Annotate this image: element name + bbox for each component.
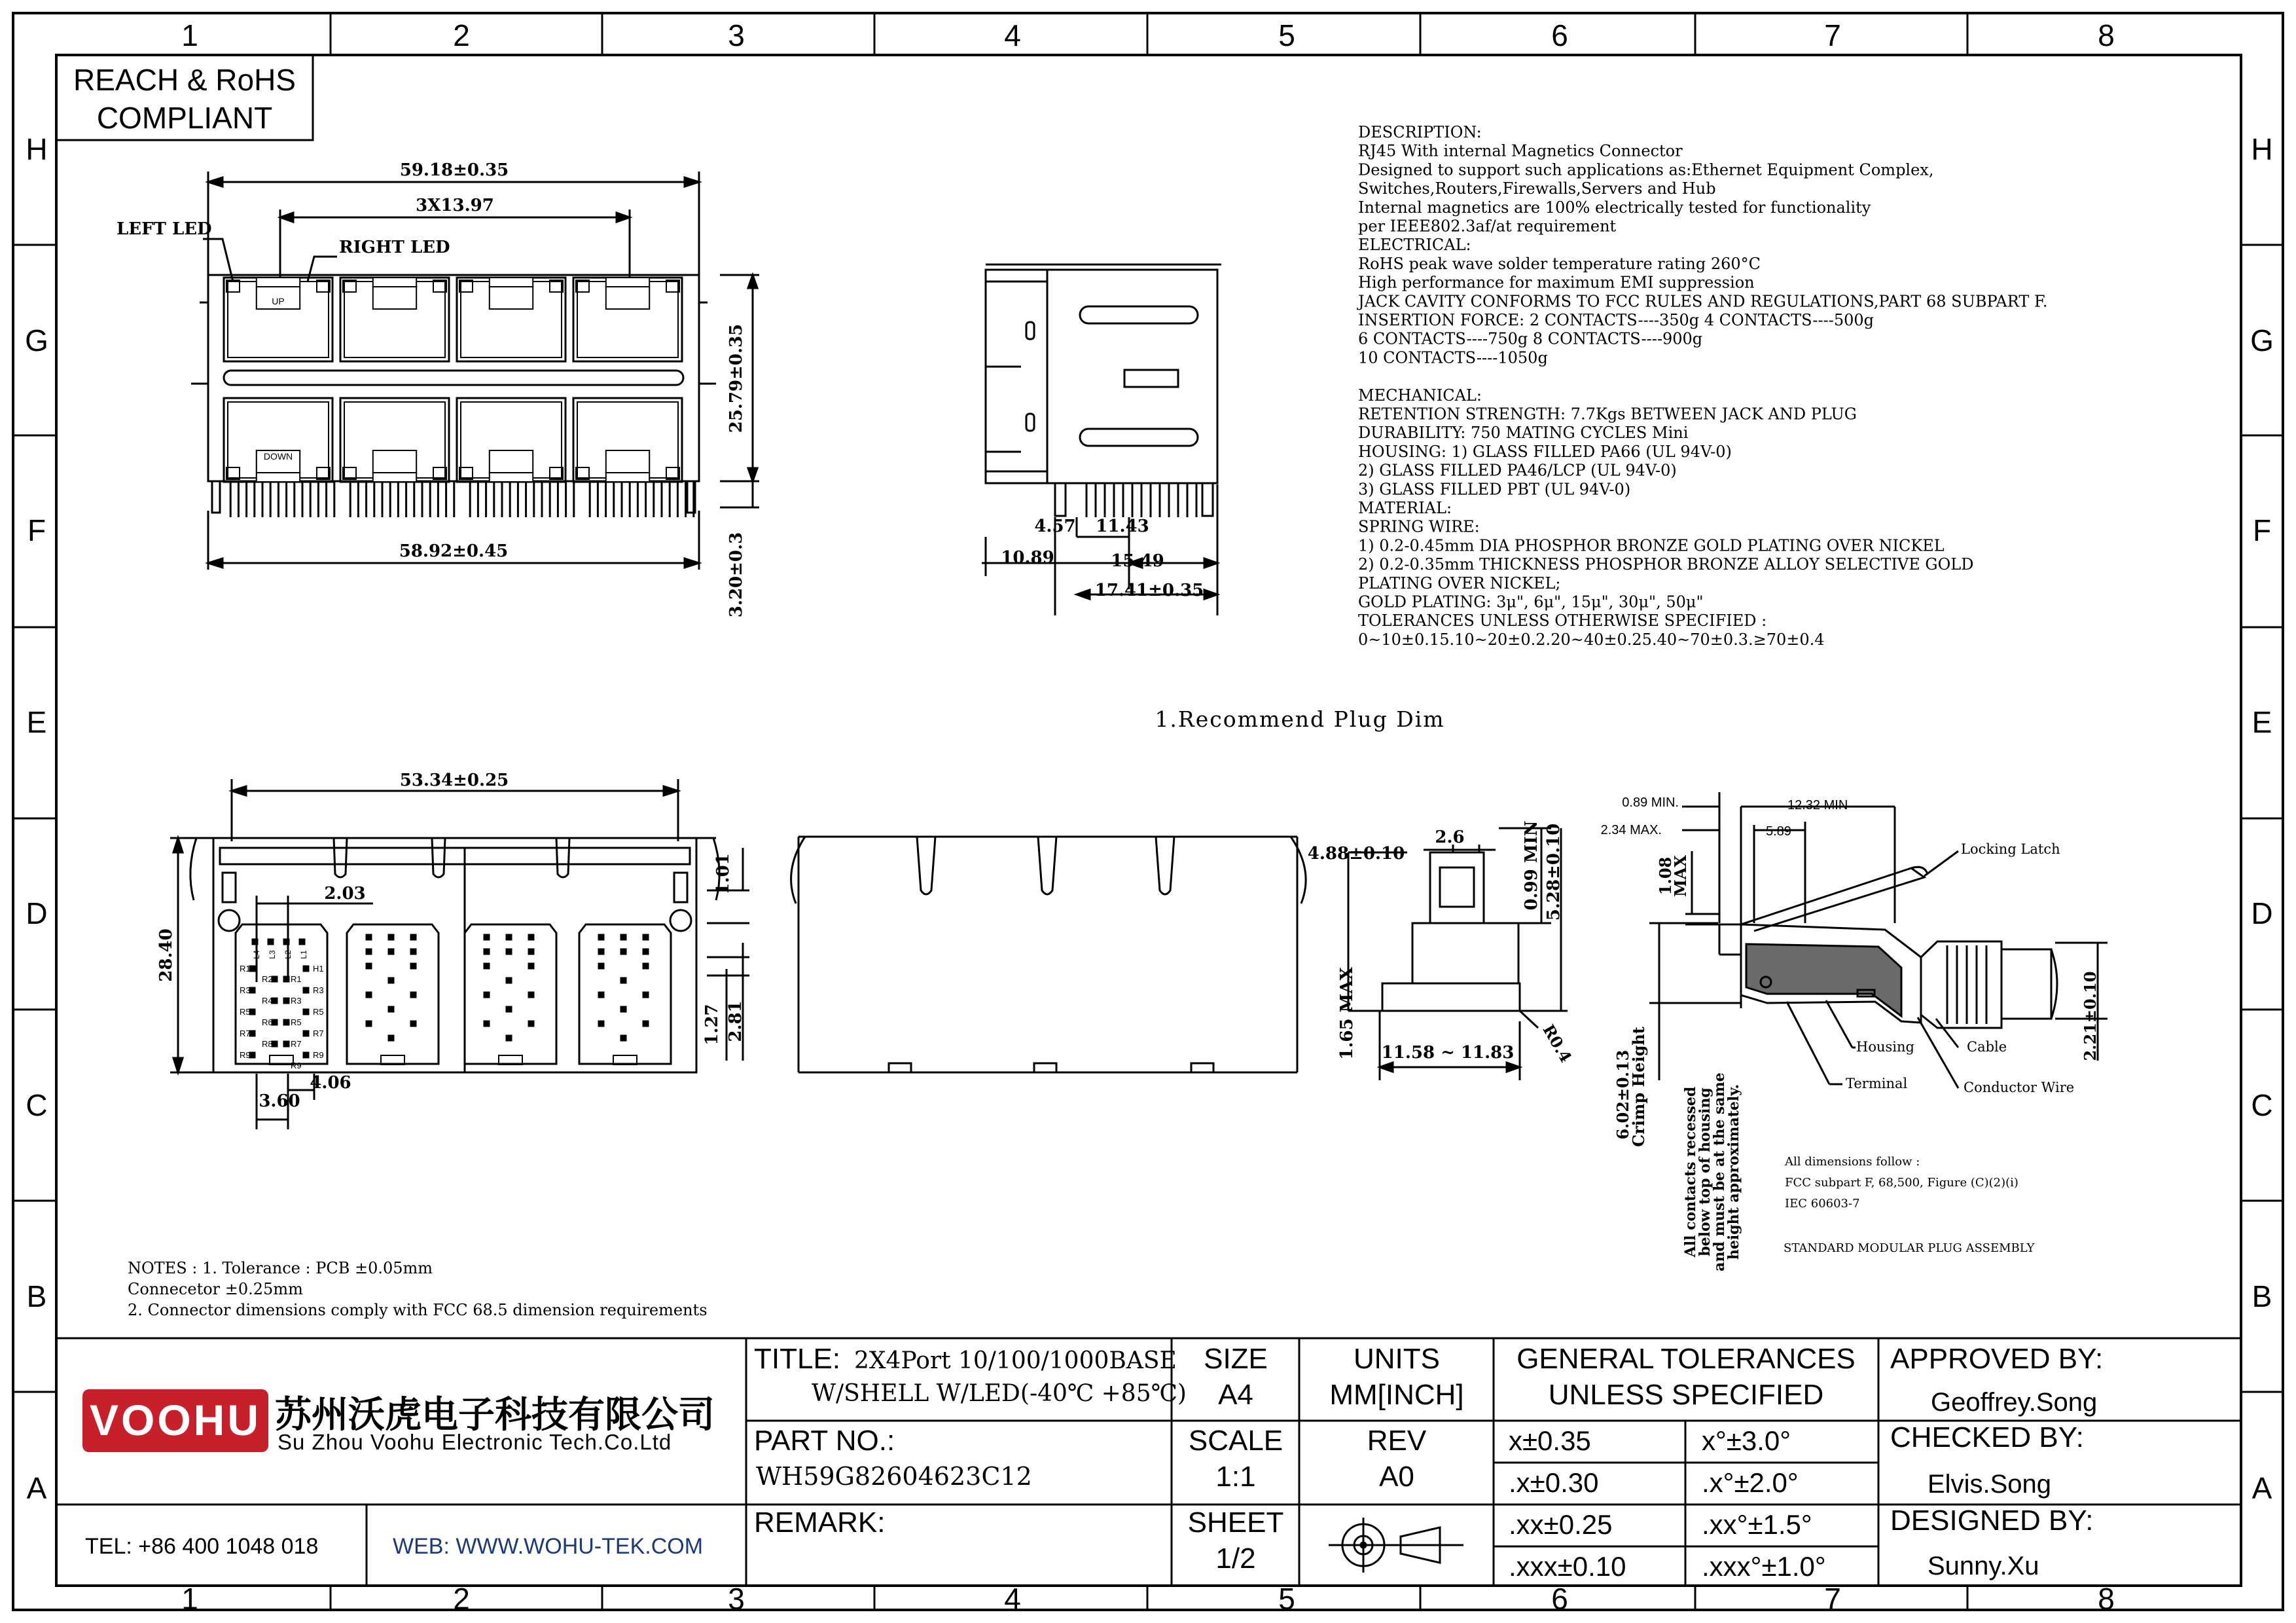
- units-value: MM[INCH]: [1329, 1379, 1464, 1411]
- grid-row-labels-left: [13, 132, 56, 1505]
- pin-label: R1: [291, 974, 302, 984]
- plug-dim-radius: R0.4: [1539, 1021, 1576, 1066]
- description-line: per IEEE802.3af/at requirement: [1358, 217, 1617, 236]
- description-line: DURABILITY: 750 MATING CYCLES Mini: [1358, 424, 1689, 443]
- note-line: Connecetor ±0.25mm: [128, 1280, 303, 1298]
- grid-row-label: D: [26, 896, 48, 930]
- assembly-dim-1-08: 1.08: [1656, 856, 1675, 896]
- units-label: UNITS: [1354, 1343, 1440, 1375]
- checked-value: Elvis.Song: [1928, 1470, 2051, 1499]
- pcb-dim-1-01: 1.01: [713, 853, 733, 895]
- assembly-dim-1-08-max: MAX: [1671, 855, 1690, 897]
- note-line: NOTES : 1. Tolerance : PCB ±0.05mm: [128, 1259, 433, 1277]
- pcb-port-footprint: [579, 924, 671, 1065]
- grid-row-label: F: [27, 513, 46, 547]
- plug-dim-2-6: 2.6: [1435, 828, 1465, 847]
- grid-column-label: 5: [1278, 18, 1295, 52]
- dim-pin-length: 3.20±0.3: [726, 532, 746, 618]
- grid-column-label: 4: [1004, 18, 1021, 52]
- grid-column-label: 5: [1278, 1582, 1295, 1616]
- grid-column-label: 7: [1824, 1582, 1841, 1616]
- approved-label: APPROVED BY:: [1890, 1343, 2104, 1375]
- part-label: PART NO.:: [754, 1425, 895, 1457]
- rj45-port: [457, 278, 565, 361]
- plug-dim-5-28: 5.28±0.10: [1544, 823, 1564, 921]
- rev-value: A0: [1379, 1461, 1414, 1493]
- rj45-port: [573, 398, 682, 482]
- pcb-dim-2-81: 2.81: [726, 1000, 745, 1042]
- description-line: JACK CAVITY CONFORMS TO FCC RULES AND REGULATIONS,PART 68 SUBPART F.: [1358, 292, 2048, 311]
- assembly-dim-5-89: 5.89: [1766, 824, 1791, 839]
- pin-label: R3: [240, 985, 251, 995]
- pin-label: R5: [240, 1007, 251, 1017]
- tolerance-angular: .xxx°±1.0°: [1702, 1551, 1826, 1582]
- pin-label: R1: [240, 964, 251, 974]
- plug-dim-4-88: 4.88±0.10: [1307, 844, 1405, 864]
- pcb-dim-4-06: 4.06: [310, 1073, 351, 1093]
- grid-row-label: G: [2250, 323, 2274, 357]
- pin-label: R8: [262, 1039, 273, 1049]
- pin-label: R4: [262, 996, 273, 1006]
- pin-label: R5: [313, 1007, 324, 1017]
- tolerance-angular: .x°±2.0°: [1702, 1467, 1799, 1498]
- dim-bottom-width: 58.92±0.45: [399, 541, 509, 561]
- pin-label: R2: [262, 974, 273, 984]
- crimp-height-value: 6.02±0.13: [1613, 1049, 1632, 1140]
- side-dim-e: 17.41±0.35: [1094, 581, 1204, 600]
- assembly-dim-12-32: 12.32 MIN: [1787, 798, 1848, 812]
- description-line: 6 CONTACTS----750g 8 CONTACTS----900g: [1358, 329, 1703, 348]
- grid-row-label: F: [2252, 513, 2272, 547]
- title-line-1: 2X4Port 10/100/1000BASE: [854, 1347, 1177, 1374]
- grid-row-label: C: [2251, 1088, 2273, 1122]
- dim-height: 25.79±0.35: [726, 323, 746, 433]
- assembly-dim-2-34: 2.34 MAX.: [1600, 823, 1662, 837]
- compliance-line-2: COMPLIANT: [96, 101, 273, 135]
- description-line: Switches,Routers,Firewalls,Servers and Hub: [1358, 179, 1716, 198]
- contacts-note-line: height approximately.: [1725, 1084, 1742, 1260]
- grid-column-label: 1: [181, 18, 198, 52]
- pin-label: R9: [240, 1050, 251, 1060]
- pin-label: R3: [313, 985, 324, 995]
- plug-dim-0-99: 0.99 MIN: [1522, 820, 1541, 911]
- follow-note-line: All dimensions follow :: [1785, 1155, 1920, 1169]
- led-pin-label: L2: [283, 950, 293, 959]
- pcb-port-footprint: [347, 924, 439, 1065]
- tolerance-linear: x±0.35: [1509, 1425, 1591, 1456]
- description-line: 10 CONTACTS----1050g: [1358, 348, 1548, 367]
- label-conductor-wire: Conductor Wire: [1964, 1080, 2075, 1095]
- tolerance-linear: .x±0.30: [1509, 1467, 1599, 1498]
- label-locking-latch: Locking Latch: [1961, 841, 2060, 857]
- approved-value: Geoffrey.Song: [1931, 1388, 2098, 1417]
- side-dim-d: 15.49: [1111, 551, 1164, 571]
- led-pin-label: L4: [252, 950, 261, 959]
- description-line: DESCRIPTION:: [1358, 123, 1482, 141]
- pin-label: R7: [240, 1029, 251, 1038]
- description-line: Internal magnetics are 100% electrically tested for functionality: [1358, 198, 1871, 217]
- contacts-note: [1682, 1072, 1742, 1271]
- size-label: SIZE: [1204, 1343, 1268, 1375]
- label-right-led: RIGHT LED: [339, 238, 450, 257]
- rj45-port: [340, 398, 449, 482]
- grid-column-label: 3: [728, 18, 745, 52]
- assembly-title: STANDARD MODULAR PLUG ASSEMBLY: [1784, 1241, 2035, 1255]
- section-title: 1.Recommend Plug Dim: [1155, 706, 1445, 732]
- description-line: 2) GLASS FILLED PA46/LCP (UL 94V-0): [1358, 461, 1677, 480]
- description-line: RJ45 With internal Magnetics Connector: [1358, 141, 1683, 160]
- description-line: MATERIAL:: [1358, 499, 1452, 517]
- description-line: 2) 0.2-0.35mm THICKNESS PHOSPHOR BRONZE ALLOY SELECTIVE GOLD: [1358, 555, 1974, 574]
- sheet-label: SHEET: [1187, 1506, 1284, 1539]
- grid-column-label: 8: [2098, 1582, 2115, 1616]
- designed-value: Sunny.Xu: [1928, 1552, 2039, 1580]
- grid-column-label: 6: [1551, 1582, 1568, 1616]
- grid-row-label: H: [26, 132, 48, 166]
- plug-dim-width: 11.58 ~ 11.83: [1381, 1043, 1515, 1063]
- grid-row-label: E: [2251, 705, 2272, 739]
- pin-label: R9: [291, 1061, 302, 1070]
- tolerance-linear: .xx±0.25: [1509, 1509, 1613, 1540]
- rj45-port: [224, 278, 332, 361]
- scale-value: 1:1: [1215, 1461, 1256, 1493]
- checked-label: CHECKED BY:: [1890, 1421, 2084, 1453]
- contacts-note-line: and must be at the same: [1711, 1072, 1728, 1271]
- pin-label: R3: [291, 996, 302, 1006]
- company-name-cn: 苏州沃虎电子科技有限公司: [275, 1394, 715, 1435]
- tolerance-header-1: GENERAL TOLERANCES: [1516, 1343, 1856, 1375]
- led-pin-label: L1: [299, 950, 308, 959]
- assembly-dim-2-21: 2.21±0.10: [2081, 971, 2100, 1061]
- pcb-dim-2-03: 2.03: [324, 884, 366, 903]
- sheet-value: 1/2: [1215, 1542, 1256, 1575]
- description-block: [1356, 123, 2048, 649]
- contacts-note-line: below top of housing: [1696, 1087, 1713, 1256]
- description-line: TOLERANCES UNLESS OTHERWISE SPECIFIED :: [1358, 611, 1767, 630]
- description-line: RoHS peak wave solder temperature rating 260°C: [1358, 254, 1761, 273]
- description-line: GOLD PLATING: 3μ", 6μ", 15μ", 30μ", 50μ": [1358, 593, 1704, 611]
- description-line: RETENTION STRENGTH: 7.7Kgs BETWEEN JACK AND PLUG: [1358, 405, 1857, 424]
- label-cable: Cable: [1967, 1039, 2007, 1055]
- tolerance-header-2: UNLESS SPECIFIED: [1548, 1379, 1824, 1411]
- title-block: [56, 1338, 2241, 1586]
- description-line: SPRING WIRE:: [1358, 517, 1480, 536]
- pin-label: R5: [291, 1017, 302, 1027]
- grid-column-label: 8: [2098, 18, 2115, 52]
- grid-row-label: C: [26, 1088, 48, 1122]
- grid-row-label: G: [25, 323, 48, 357]
- grid-row-label: A: [2251, 1471, 2272, 1505]
- label-housing: Housing: [1856, 1039, 1914, 1055]
- compliance-line-1: REACH & RoHS: [73, 63, 296, 97]
- tolerance-angular: .xx°±1.5°: [1702, 1509, 1812, 1540]
- front-view: [191, 172, 759, 570]
- rj45-port: [224, 398, 332, 482]
- assembly-dim-0-89: 0.89 MIN.: [1622, 795, 1679, 810]
- follow-note-line: FCC subpart F, 68,500, Figure (C)(2)(i): [1785, 1176, 2018, 1190]
- pcb-port-footprint: [465, 924, 556, 1065]
- grid-column-label: 1: [181, 1582, 198, 1616]
- side-dim-a: 4.57: [1034, 517, 1076, 536]
- scale-label: SCALE: [1188, 1425, 1283, 1457]
- dim-overall-width: 59.18±0.35: [399, 160, 509, 180]
- crimp-height-label: Crimp Height: [1629, 1027, 1648, 1147]
- contacts-note-line: All contacts recessed: [1682, 1086, 1699, 1258]
- label-left-led: LEFT LED: [117, 219, 212, 239]
- note-line: 2. Connector dimensions comply with FCC 68.5 dimension requirements: [128, 1301, 708, 1319]
- rev-label: REV: [1367, 1425, 1427, 1457]
- tolerance-angular: x°±3.0°: [1702, 1425, 1791, 1456]
- pcb-dim-height: 28.40: [156, 928, 176, 982]
- description-line: PLATING OVER NICKEL;: [1358, 574, 1561, 593]
- description-line: 1) 0.2-0.45mm DIA PHOSPHOR BRONZE GOLD PLATING OVER NICKEL: [1358, 536, 1945, 555]
- notes-block: [128, 1259, 708, 1319]
- pin-label: H1: [313, 964, 324, 974]
- grid-column-label: 2: [453, 1582, 470, 1616]
- grid-column-label: 7: [1824, 18, 1841, 52]
- port-label-down: DOWN: [263, 451, 293, 462]
- description-line: ELECTRICAL:: [1358, 236, 1471, 255]
- company-web: WEB: WWW.WOHU-TEK.COM: [393, 1534, 704, 1559]
- pin-label: R9: [313, 1050, 324, 1060]
- grid-column-labels-top: [181, 13, 2115, 55]
- follow-note-line: IEC 60603-7: [1785, 1197, 1860, 1211]
- grid-row-label: A: [26, 1471, 47, 1505]
- title-label: TITLE:: [754, 1343, 841, 1375]
- logo-text: VOOHU: [89, 1396, 262, 1444]
- description-line: Designed to support such applications as:Ethernet Equipment Complex,: [1358, 160, 1934, 179]
- rj45-port: [573, 278, 682, 361]
- grid-column-label: 2: [453, 18, 470, 52]
- label-terminal: Terminal: [1846, 1076, 1908, 1091]
- side-dim-b: 11.43: [1096, 517, 1149, 536]
- pin-label: R7: [291, 1039, 302, 1049]
- housing-top-view: [791, 837, 1306, 1072]
- company-name-en: Su Zhou Voohu Electronic Tech.Co.Ltd: [278, 1430, 672, 1454]
- tolerance-linear: .xxx±0.10: [1509, 1551, 1626, 1582]
- grid-row-label: E: [26, 705, 47, 739]
- dimension-follow-note: [1784, 1155, 2018, 1211]
- grid-row-label: B: [2251, 1279, 2272, 1313]
- pcb-dim-width: 53.34±0.25: [399, 771, 509, 790]
- title-line-2: W/SHELL W/LED(-40℃ +85℃): [812, 1380, 1187, 1407]
- grid-row-labels-right: [2241, 132, 2283, 1505]
- grid-row-label: H: [2251, 132, 2273, 166]
- part-number: WH59G82604623C12: [756, 1462, 1032, 1491]
- side-dim-c: 10.89: [1001, 548, 1054, 568]
- rj45-port: [457, 398, 565, 482]
- grid-row-label: B: [26, 1279, 47, 1313]
- plug-dim-1-65: 1.65 MAX: [1337, 967, 1357, 1060]
- description-line: 0~10±0.15.10~20±0.2.20~40±0.25.40~70±0.3.≥70±0.4: [1358, 630, 1825, 649]
- grid-column-label: 6: [1551, 18, 1568, 52]
- description-line: 3) GLASS FILLED PBT (UL 94V-0): [1358, 480, 1631, 499]
- led-pin-label: L3: [268, 950, 277, 959]
- description-line: INSERTION FORCE: 2 CONTACTS----350g 4 CONTACTS----500g: [1358, 311, 1874, 329]
- remark-label: REMARK:: [754, 1506, 886, 1539]
- compliance-stamp: [56, 55, 313, 140]
- description-line: HOUSING: 1) GLASS FILLED PA66 (UL 94V-0): [1358, 442, 1732, 461]
- grid-row-label: D: [2251, 896, 2273, 930]
- pin-label: R7: [313, 1029, 324, 1038]
- pcb-dim-1-27: 1.27: [702, 1004, 722, 1046]
- description-line: MECHANICAL:: [1358, 386, 1482, 405]
- port-label-up: UP: [272, 296, 285, 306]
- designed-label: DESIGNED BY:: [1890, 1504, 2094, 1537]
- company-tel: TEL: +86 400 1048 018: [85, 1534, 319, 1559]
- size-value: A4: [1218, 1379, 1253, 1411]
- pcb-dim-3-60: 3.60: [259, 1091, 300, 1111]
- grid-column-label: 4: [1004, 1582, 1021, 1616]
- pin-label: R6: [262, 1017, 273, 1027]
- dim-port-pitch: 3X13.97: [416, 196, 494, 215]
- grid-column-label: 3: [728, 1582, 745, 1616]
- description-line: High performance for maximum EMI suppression: [1358, 273, 1755, 292]
- company-logo: [82, 1389, 268, 1452]
- rj45-port: [340, 278, 449, 361]
